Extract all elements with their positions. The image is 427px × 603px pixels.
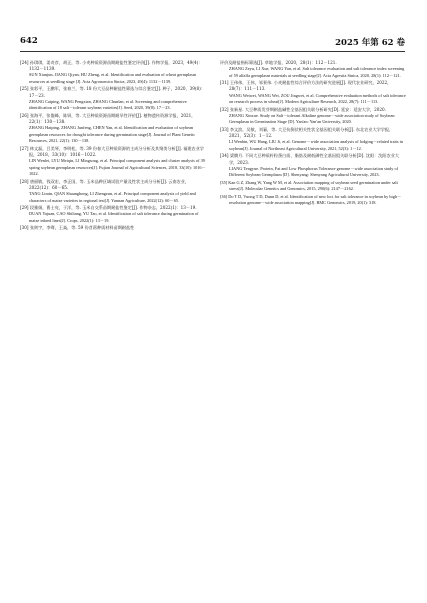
reference-english-body: WANG Weiwei, WANG Wei, ZOU Jingwei, et al. Comprehensive evaluation methods of salt tolerance on research process in wheat[J]. Modern Agriculture Research, 2022, 28(7): 111－113. [229, 92, 406, 105]
reference-number: [36] [220, 193, 228, 199]
reference-number: [34] [220, 153, 229, 159]
journal-issue: 2025 年第 62 卷 [335, 38, 405, 48]
reference-chinese-body: 梁腾月. 不同大豆种质籽粒蛋白质、脂肪及耐低磷性全基因组关联分析[D]. 沈阳：沈阳农业大学，2023. [229, 153, 399, 165]
reference-number: [30] [20, 225, 29, 231]
references-right-column [220, 60, 406, 208]
reference-number: [31] [220, 80, 229, 86]
reference-english-body: LIANG Tengyue. Protein, Fat and Low Phosphorus Tolerance genome－wide association study of Different Soybean Germplasm [D]. Shenyang: Shenyang Agricultural University, 2023. [229, 165, 399, 178]
reference-text-english [20, 125, 206, 144]
reference-text-chinese [20, 225, 206, 231]
page-header [20, 36, 405, 50]
reference-chinese-body: 段雅娟，曹士亮，于洋，等. 玉米自交系苗期耐盐性鉴定[J]. 作物杂志，2022(1)：13－19. [29, 205, 197, 211]
reference-number: [29] [20, 205, 29, 211]
header-rule [20, 51, 405, 52]
reference-text-english [20, 72, 206, 85]
reference-english-body: DUAN Yajuan, CAO Shiliang, YU Tao, et al. Identification of salt tolerance during germination of maize inbred lines[J]. Crops, 2022(1): 13－19. [29, 211, 199, 223]
reference-chinese-body: 张彩平，王鹏军，张春兰，等. 18 份大豆品种耐盐性筛选与综合鉴定[J]. 种子，2020，39(8)：17－23. [29, 86, 205, 98]
reference-text-chinese [20, 60, 206, 72]
reference-number: [25] [20, 86, 29, 92]
reference-chinese-body: 唐丽敏，钱双宏，李正国，等. 玉米品种区域试验产量及性状主成分分析[J]. 云南农业，2022(12)：60－65. [29, 178, 190, 190]
reference-text-english [220, 180, 406, 193]
reference-chinese-body: 张新星. 大豆种质发芽期耐盐碱性全基因组关联分析研究[D]. 延安：延安大学，2020. [229, 106, 386, 112]
reference-entry [20, 60, 206, 85]
references-left-column [20, 60, 206, 233]
reference-text-english [220, 93, 406, 106]
page-number: 642 [20, 36, 38, 46]
reference-text-english [20, 211, 206, 224]
reference-entry [220, 80, 406, 105]
reference-entry [220, 60, 406, 79]
reference-text-english [220, 66, 406, 79]
reference-entry [220, 194, 406, 207]
reference-english-body: ZHANG Haiping, ZHANG Junfeng, CHEN Yan, et al. Identification and evaluation of soybean germplasm resources for drought tolerance during germination stage[J]. Journal of Plant Genetic Resources, 2021, 22(1): 130－138. [29, 125, 196, 144]
reference-number: [26] [20, 112, 29, 118]
reference-text-english [20, 191, 206, 204]
reference-english-body: Do T D, Vuong T D, Dunn D, et al. Identification of new loci for salt tolerance in soybean by high－resolution genome－wide association mapping[J]. BMC Genomics, 2019, 20(1): 318. [228, 193, 402, 206]
reference-chinese-body: 李文滨，吴敏，刘纂，等. 大豆抗倒伏相关性状全基因组关联分析[J]. 东北农业大学学报，2021，52(3)：1－12. [229, 126, 394, 139]
reference-number: [28] [20, 178, 29, 184]
reference-text-chinese [20, 146, 206, 158]
reference-entry [20, 113, 206, 145]
reference-number: [33] [220, 126, 229, 132]
reference-chinese-body: 张则宇，李骞，王焱，等. 59 份苜蓿种质材料苗期耐盐性 [29, 225, 135, 231]
reference-text-english [20, 99, 206, 112]
reference-english-body: ZHANG Caiping, WANG Pengxian, ZHANG Chunlan, et al. Screening and comprehensive identification of 18 salt－tolerant soybean varieties[J]. Seed, 2020, 39(8): 17－23. [29, 98, 187, 111]
reference-text-english [220, 194, 406, 207]
reference-english-body: LIN Wenlei, LYU Meiqin, LI Mingsong, et al. Principal component analysis and cluster analysis of 39 spring soybean germplasm resources[J]. Fujian Journal of Agricultural Sciences, 2018, 33(10): 1016－1022. [29, 158, 206, 177]
reference-number: [32] [220, 106, 229, 112]
reference-entry [220, 153, 406, 178]
reference-text-chinese [20, 179, 206, 191]
reference-entry [20, 205, 206, 224]
reference-text-english [220, 139, 406, 152]
reference-english-body: Kan G Z, Zhang W, Yang W M, et al. Association mapping of soybean seed germination under salt stress[J]. Molecular Genetics and Genomics, 2015, 290(6): 2147－2162. [228, 179, 398, 192]
reference-entry [20, 179, 206, 204]
reference-number: [35] [220, 179, 228, 185]
reference-english-body: TANG Limin, QIAN Shuanghong, LI Zhengzun, et al. Principal component analysis of yield and characters of maize varieties in regional test[J]. Yunnan Agriculture, 2022(12): 60－65. [29, 191, 196, 203]
reference-text-chinese [20, 86, 206, 98]
reference-text-chinese [220, 153, 406, 165]
reference-entry [20, 225, 206, 231]
reference-text-english [220, 113, 406, 126]
reference-text-chinese [220, 127, 406, 139]
reference-chinese-body: 林文磊，吕美琴，李明松，等. 39 份春大豆种质资源的主成分分析及其聚类分析[J]. 福建农业学报，2018，33(10)：1016－1022. [29, 145, 204, 157]
reference-english-body: ZHANG Zeyu, LI Xue, WANG Yan, et al. Salt tolerance evaluation and salt tolerance index screening of 59 alfalfa germplasm materials at seedling stage[J]. Acta Agrestia Sinica, 2020, 28(1): 112－121. [229, 66, 405, 78]
reference-text-chinese [220, 80, 406, 92]
reference-english-body: SUN Xianjun, JIANG Qiyan, HU Zheng, et al. Identification and evaluation of wheat germplasm resources at seedling stage [J]. Acta Agronomica Sinica, 2023, 49(4): 1132－1139. [29, 72, 197, 84]
reference-english-body: ZHANG Xinxue. Study on Salt－tolerant Alkaline genome－wide association study of Soybean Germplasm in Germination Stage [D]. Yan'an: Yan'an University, 2020. [229, 112, 395, 125]
reference-entry [20, 146, 206, 178]
reference-chinese-body: 评价及耐盐指标筛选[J]. 草地学报，2020，28(1)：112－121. [220, 60, 337, 65]
reference-entry [220, 107, 406, 126]
reference-english-body: LI Wenbin, WU Hang, LIU Ji, et al. Genome－wide association analysis of lodging－related traits in soybean[J]. Journal of Northeast Agricultural University, 2021, 52(3): 1－12. [229, 139, 403, 151]
reference-number: [24] [20, 60, 29, 65]
reference-text-english [220, 166, 406, 179]
reference-text-english [20, 158, 206, 177]
reference-entry [220, 127, 406, 152]
reference-text-chinese [20, 113, 206, 125]
reference-chinese-body: 孙琪琪，姜奇彦，胡正，等. 小麦种质资源苗期耐盐性鉴定评价[J]. 作物学报，2023，49(4)：1132－1139. [29, 60, 203, 72]
reference-entry [20, 86, 206, 111]
reference-number: [27] [20, 145, 29, 151]
reference-chinese-body: 张海平，张俊峰，陈妍，等. 大豆种质资源苗期耐旱性评价[J]. 植物遗传资源学报，2021，22(1)：130－138. [29, 112, 196, 125]
reference-entry [220, 180, 406, 193]
reference-chinese-body: 王伟伟，王伟，邹景伟. 小麦耐盐性综合评价方法的研究进展[J]. 现代农业研究，2022，28(7)：111－113. [229, 80, 392, 92]
